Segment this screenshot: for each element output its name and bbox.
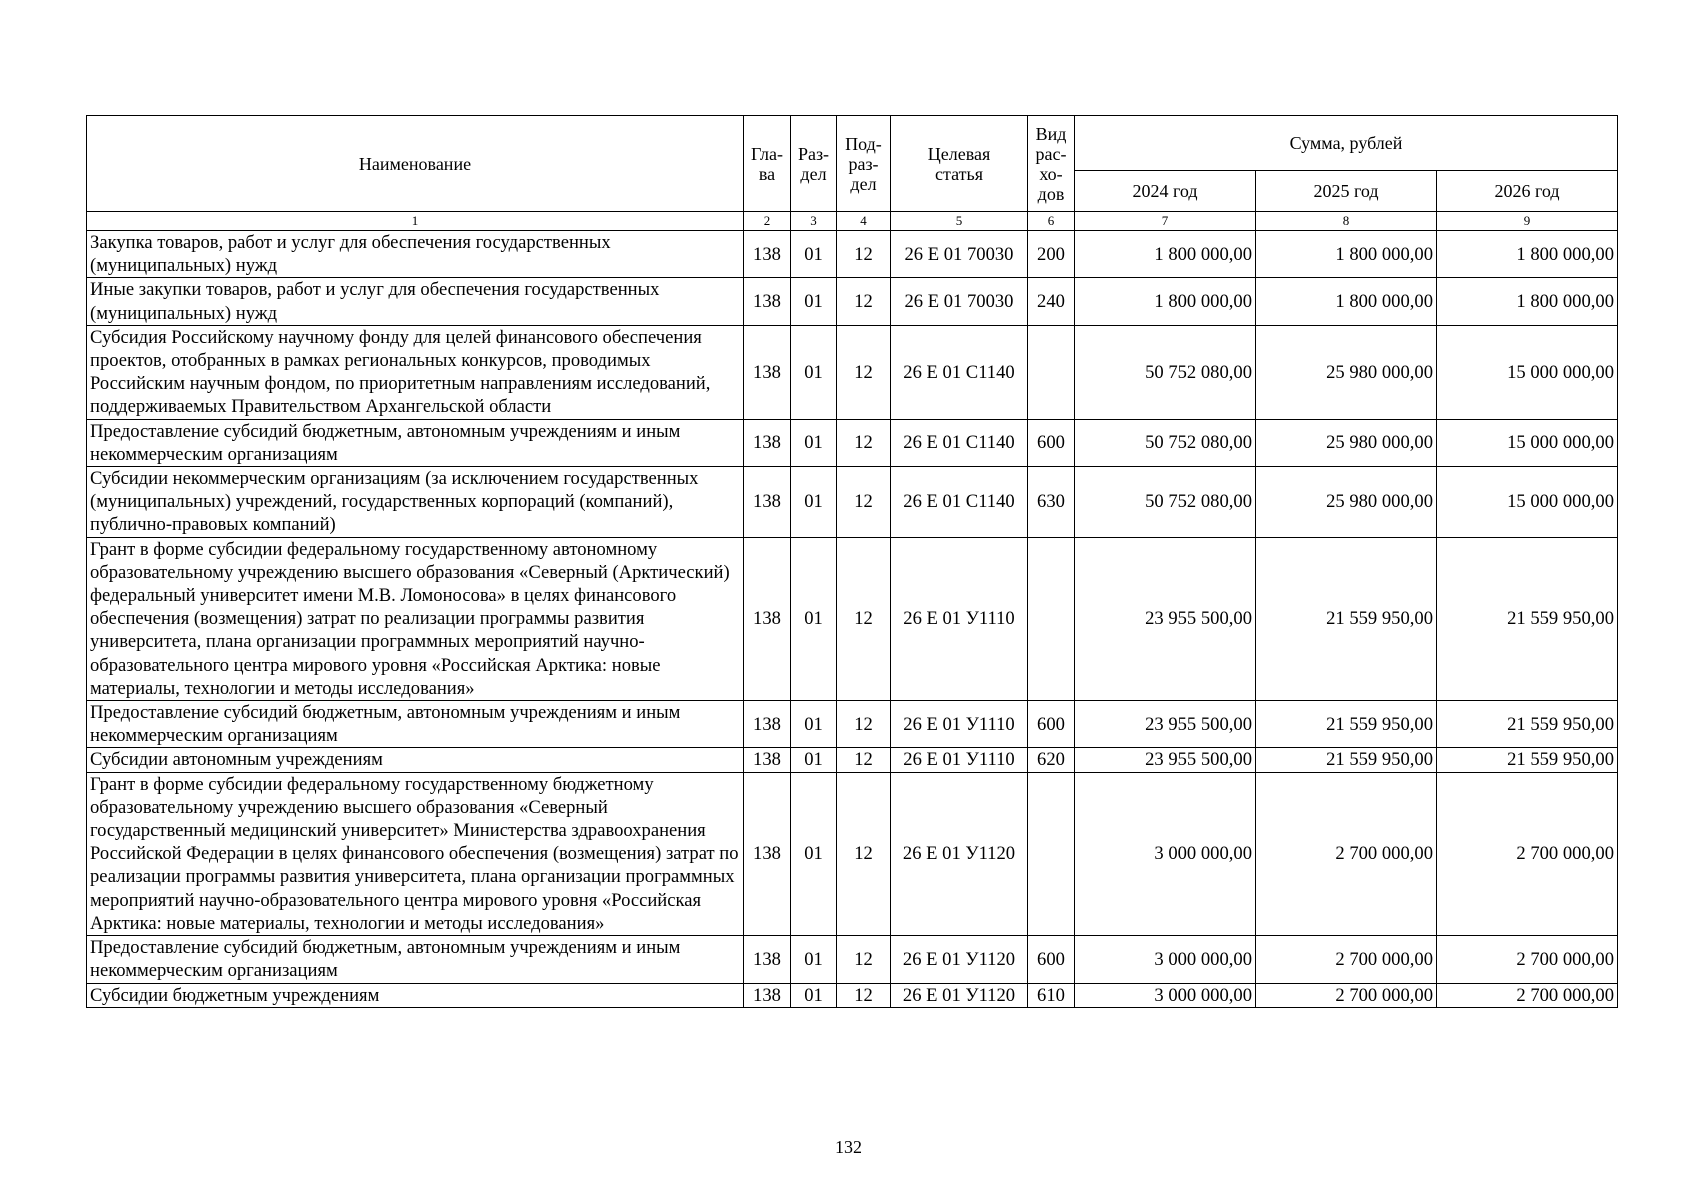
row-sum-2025: 2 700 000,00	[1256, 936, 1437, 983]
header-razdel-text: Раз- дел	[797, 143, 830, 184]
row-glava: 138	[744, 231, 791, 278]
header-celevaya-text: Целевая статья	[927, 143, 991, 184]
column-number: 1	[87, 212, 744, 231]
header-glava-text: Гла- ва	[750, 143, 784, 184]
column-number: 2	[744, 212, 791, 231]
row-glava: 138	[744, 537, 791, 700]
row-vid-rashodov	[1028, 772, 1075, 935]
row-sum-2025: 25 980 000,00	[1256, 467, 1437, 538]
row-sum-2025: 1 800 000,00	[1256, 231, 1437, 278]
row-podrazdel: 12	[837, 278, 891, 325]
row-sum-2024: 1 800 000,00	[1075, 231, 1256, 278]
row-name: Иные закупки товаров, работ и услуг для обеспечения государственных (муниципальных) нужд	[87, 278, 744, 325]
row-sum-2026: 21 559 950,00	[1437, 748, 1618, 772]
row-podrazdel: 12	[837, 701, 891, 748]
row-sum-2024: 23 955 500,00	[1075, 748, 1256, 772]
row-vid-rashodov: 620	[1028, 748, 1075, 772]
table-row	[87, 701, 1618, 748]
row-name: Закупка товаров, работ и услуг для обеспечения государственных (муниципальных) нужд	[87, 231, 744, 278]
header-vid-text: Вид рас- хо- дов	[1035, 123, 1067, 204]
row-razdel: 01	[791, 419, 837, 466]
row-celevaya-statya: 26 Е 01 У1110	[891, 701, 1028, 748]
row-name: Предоставление субсидий бюджетным, автономным учреждениям и иным некоммерческим организациям	[87, 701, 744, 748]
column-number: 8	[1256, 212, 1437, 231]
row-glava: 138	[744, 772, 791, 935]
row-sum-2025: 2 700 000,00	[1256, 983, 1437, 1007]
row-sum-2025: 21 559 950,00	[1256, 537, 1437, 700]
row-vid-rashodov: 600	[1028, 936, 1075, 983]
budget-table-sheet	[86, 115, 1617, 1008]
row-sum-2026: 21 559 950,00	[1437, 537, 1618, 700]
row-name: Грант в форме субсидии федеральному государственному автономному образовательному учреждению высшего образования «Северный (Арктический) федеральный университет имени М.В. Ломоносова» в целях финансового обеспечения (возмещения) затрат по реализации программы развития университета, плана организации программных мероприятий научно-образовательного центра мирового уровня «Российская Арктика: новые материалы, технологии и методы исследования»	[87, 537, 744, 700]
row-vid-rashodov	[1028, 325, 1075, 419]
page-number: 132	[835, 1137, 862, 1157]
row-razdel: 01	[791, 701, 837, 748]
header-year-2025: 2025 год	[1256, 171, 1437, 212]
row-name: Субсидии некоммерческим организациям (за исключением государственных (муниципальных) учреждений, государственных корпораций (компаний), публично-правовых компаний)	[87, 467, 744, 538]
row-name: Предоставление субсидий бюджетным, автономным учреждениям и иным некоммерческим организациям	[87, 936, 744, 983]
header-razdel	[791, 116, 837, 212]
row-celevaya-statya: 26 Е 01 У1120	[891, 983, 1028, 1007]
table-row	[87, 772, 1618, 935]
table-header	[87, 116, 1618, 231]
row-sum-2026: 21 559 950,00	[1437, 701, 1618, 748]
budget-table	[86, 115, 1618, 1008]
row-podrazdel: 12	[837, 983, 891, 1007]
row-celevaya-statya: 26 Е 01 70030	[891, 278, 1028, 325]
row-celevaya-statya: 26 Е 01 С1140	[891, 467, 1028, 538]
row-razdel: 01	[791, 278, 837, 325]
row-sum-2026: 15 000 000,00	[1437, 419, 1618, 466]
row-sum-2026: 1 800 000,00	[1437, 231, 1618, 278]
row-celevaya-statya: 26 Е 01 У1120	[891, 936, 1028, 983]
row-glava: 138	[744, 701, 791, 748]
row-sum-2025: 21 559 950,00	[1256, 748, 1437, 772]
row-podrazdel: 12	[837, 325, 891, 419]
row-podrazdel: 12	[837, 231, 891, 278]
row-celevaya-statya: 26 Е 01 У1110	[891, 748, 1028, 772]
row-razdel: 01	[791, 231, 837, 278]
row-sum-2024: 50 752 080,00	[1075, 467, 1256, 538]
row-name: Грант в форме субсидии федеральному государственному бюджетному образовательному учреждению высшего образования «Северный государственный медицинский университет» Министерства здравоохранения Российской Федерации в целях финансового обеспечения (возмещения) затрат по реализации программы развития университета, плана организации программных мероприятий научно-образовательного центра мирового уровня «Российская Арктика: новые материалы, технологии и методы исследования»	[87, 772, 744, 935]
table-row	[87, 278, 1618, 325]
header-year-2024: 2024 год	[1075, 171, 1256, 212]
table-row	[87, 325, 1618, 419]
row-sum-2026: 2 700 000,00	[1437, 936, 1618, 983]
table-row	[87, 467, 1618, 538]
row-razdel: 01	[791, 325, 837, 419]
row-sum-2024: 3 000 000,00	[1075, 936, 1256, 983]
column-number: 5	[891, 212, 1028, 231]
row-celevaya-statya: 26 Е 01 У1110	[891, 537, 1028, 700]
row-sum-2024: 50 752 080,00	[1075, 325, 1256, 419]
row-glava: 138	[744, 983, 791, 1007]
row-glava: 138	[744, 278, 791, 325]
row-name: Субсидия Российскому научному фонду для целей финансового обеспечения проектов, отобранных в рамках региональных конкурсов, проводимых Российским научным фондом, по приоритетным направлениям исследований, поддерживаемых Правительством Архангельской области	[87, 325, 744, 419]
row-glava: 138	[744, 467, 791, 538]
row-razdel: 01	[791, 537, 837, 700]
header-summa: Сумма, рублей	[1075, 116, 1618, 171]
row-celevaya-statya: 26 Е 01 70030	[891, 231, 1028, 278]
row-razdel: 01	[791, 748, 837, 772]
table-row	[87, 936, 1618, 983]
row-podrazdel: 12	[837, 419, 891, 466]
row-vid-rashodov: 630	[1028, 467, 1075, 538]
table-row	[87, 748, 1618, 772]
row-podrazdel: 12	[837, 748, 891, 772]
row-razdel: 01	[791, 772, 837, 935]
header-glava	[744, 116, 791, 212]
row-glava: 138	[744, 936, 791, 983]
row-celevaya-statya: 26 Е 01 С1140	[891, 325, 1028, 419]
row-name: Субсидии бюджетным учреждениям	[87, 983, 744, 1007]
row-sum-2024: 23 955 500,00	[1075, 537, 1256, 700]
row-sum-2024: 1 800 000,00	[1075, 278, 1256, 325]
column-number: 9	[1437, 212, 1618, 231]
row-sum-2024: 23 955 500,00	[1075, 701, 1256, 748]
header-year-2026: 2026 год	[1437, 171, 1618, 212]
header-celevaya-statya	[891, 116, 1028, 212]
column-number: 4	[837, 212, 891, 231]
header-name: Наименование	[87, 116, 744, 212]
row-podrazdel: 12	[837, 537, 891, 700]
row-sum-2026: 2 700 000,00	[1437, 772, 1618, 935]
column-number: 7	[1075, 212, 1256, 231]
row-celevaya-statya: 26 Е 01 С1140	[891, 419, 1028, 466]
row-vid-rashodov: 240	[1028, 278, 1075, 325]
row-sum-2025: 21 559 950,00	[1256, 701, 1437, 748]
row-sum-2026: 1 800 000,00	[1437, 278, 1618, 325]
row-razdel: 01	[791, 936, 837, 983]
table-row	[87, 419, 1618, 466]
row-name: Субсидии автономным учреждениям	[87, 748, 744, 772]
header-podrazdel-text: Под- раз- дел	[845, 133, 882, 194]
row-razdel: 01	[791, 983, 837, 1007]
row-podrazdel: 12	[837, 467, 891, 538]
row-sum-2025: 25 980 000,00	[1256, 419, 1437, 466]
row-podrazdel: 12	[837, 772, 891, 935]
table-body	[87, 231, 1618, 1008]
row-vid-rashodov: 600	[1028, 419, 1075, 466]
row-celevaya-statya: 26 Е 01 У1120	[891, 772, 1028, 935]
row-sum-2024: 3 000 000,00	[1075, 983, 1256, 1007]
row-glava: 138	[744, 325, 791, 419]
row-sum-2026: 15 000 000,00	[1437, 467, 1618, 538]
row-sum-2026: 15 000 000,00	[1437, 325, 1618, 419]
row-vid-rashodov: 610	[1028, 983, 1075, 1007]
row-glava: 138	[744, 419, 791, 466]
row-sum-2026: 2 700 000,00	[1437, 983, 1618, 1007]
row-sum-2024: 3 000 000,00	[1075, 772, 1256, 935]
header-vid-rashodov	[1028, 116, 1075, 212]
row-sum-2024: 50 752 080,00	[1075, 419, 1256, 466]
row-vid-rashodov: 600	[1028, 701, 1075, 748]
row-razdel: 01	[791, 467, 837, 538]
row-podrazdel: 12	[837, 936, 891, 983]
row-vid-rashodov: 200	[1028, 231, 1075, 278]
row-sum-2025: 2 700 000,00	[1256, 772, 1437, 935]
row-name: Предоставление субсидий бюджетным, автономным учреждениям и иным некоммерческим организациям	[87, 419, 744, 466]
row-sum-2025: 1 800 000,00	[1256, 278, 1437, 325]
column-number-row	[87, 212, 1618, 231]
table-row	[87, 231, 1618, 278]
column-number: 6	[1028, 212, 1075, 231]
column-number: 3	[791, 212, 837, 231]
table-row	[87, 983, 1618, 1007]
row-vid-rashodov	[1028, 537, 1075, 700]
row-sum-2025: 25 980 000,00	[1256, 325, 1437, 419]
row-glava: 138	[744, 748, 791, 772]
header-podrazdel	[837, 116, 891, 212]
table-row	[87, 537, 1618, 700]
